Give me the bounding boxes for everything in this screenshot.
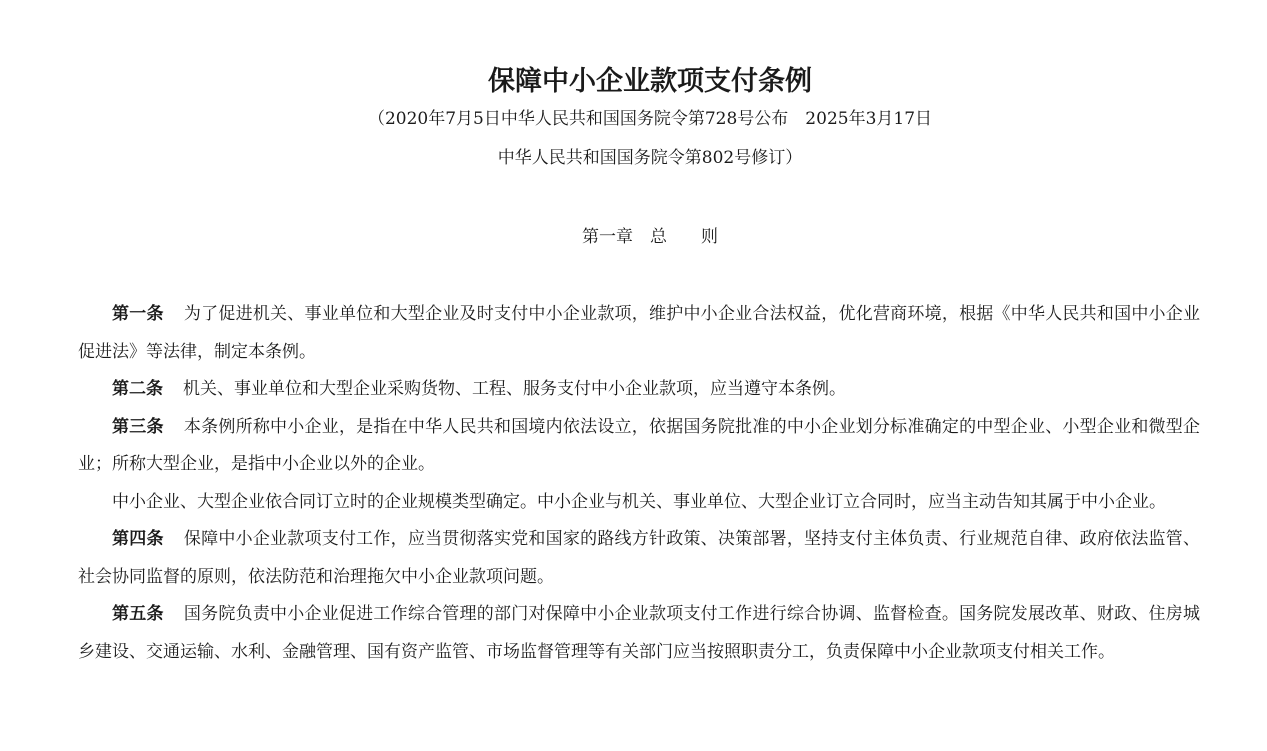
article-paragraph xyxy=(78,371,1200,409)
article-text: 保障中小企业款项支付工作，应当贯彻落实党和国家的路线方针政策、决策部署，坚持支付主体负责、行业规范自律、政府依法监管、社会协同监督的原则，依法防范和治理拖欠中小企业款项问题。 xyxy=(78,529,1201,587)
document-subtitle-line-2: 中华人民共和国国务院令第802号修订） xyxy=(497,148,803,168)
article-paragraph xyxy=(78,409,1200,484)
article-number: 第四条 xyxy=(112,529,164,549)
chapter-heading: 第一章 总 则 xyxy=(582,227,718,247)
article-paragraph xyxy=(78,521,1200,596)
article-text: 本条例所称中小企业，是指在中华人民共和国境内依法设立，依据国务院批准的中小企业划分标准确定的中型企业、小型企业和微型企业；所称大型企业，是指中小企业以外的企业。 xyxy=(78,416,1201,474)
article-paragraph xyxy=(78,296,1200,371)
document-title: 保障中小企业款项支付条例 xyxy=(488,66,812,97)
document-body xyxy=(78,296,1200,671)
article-number: 第一条 xyxy=(112,304,164,324)
article-number: 第五条 xyxy=(112,604,164,624)
article-number: 第三条 xyxy=(112,416,164,437)
article-number: 第二条 xyxy=(112,379,163,399)
article-paragraph xyxy=(78,484,1200,522)
article-text: 国务院负责中小企业促进工作综合管理的部门对保障中小企业款项支付工作进行综合协调、监督检查。国务院发展改革、财政、住房城乡建设、交通运输、水利、金融管理、国有资产监管、市场监督管理等有关部门应当按照职责分工，负责保障中小企业款项支付相关工作。 xyxy=(78,604,1201,662)
article-paragraph xyxy=(78,596,1200,671)
document-subtitle-line-1: （2020年7月5日中华人民共和国国务院令第728号公布 2025年3月17日 xyxy=(367,109,933,129)
article-text: 为了促进机关、事业单位和大型企业及时支付中小企业款项，维护中小企业合法权益，优化营商环境，根据《中华人民共和国中小企业促进法》等法律，制定本条例。 xyxy=(78,304,1201,362)
article-text: 中小企业、大型企业依合同订立时的企业规模类型确定。中小企业与机关、事业单位、大型企业订立合同时，应当主动告知其属于中小企业。 xyxy=(112,491,1166,512)
article-text: 机关、事业单位和大型企业采购货物、工程、服务支付中小企业款项，应当遵守本条例。 xyxy=(183,379,846,399)
